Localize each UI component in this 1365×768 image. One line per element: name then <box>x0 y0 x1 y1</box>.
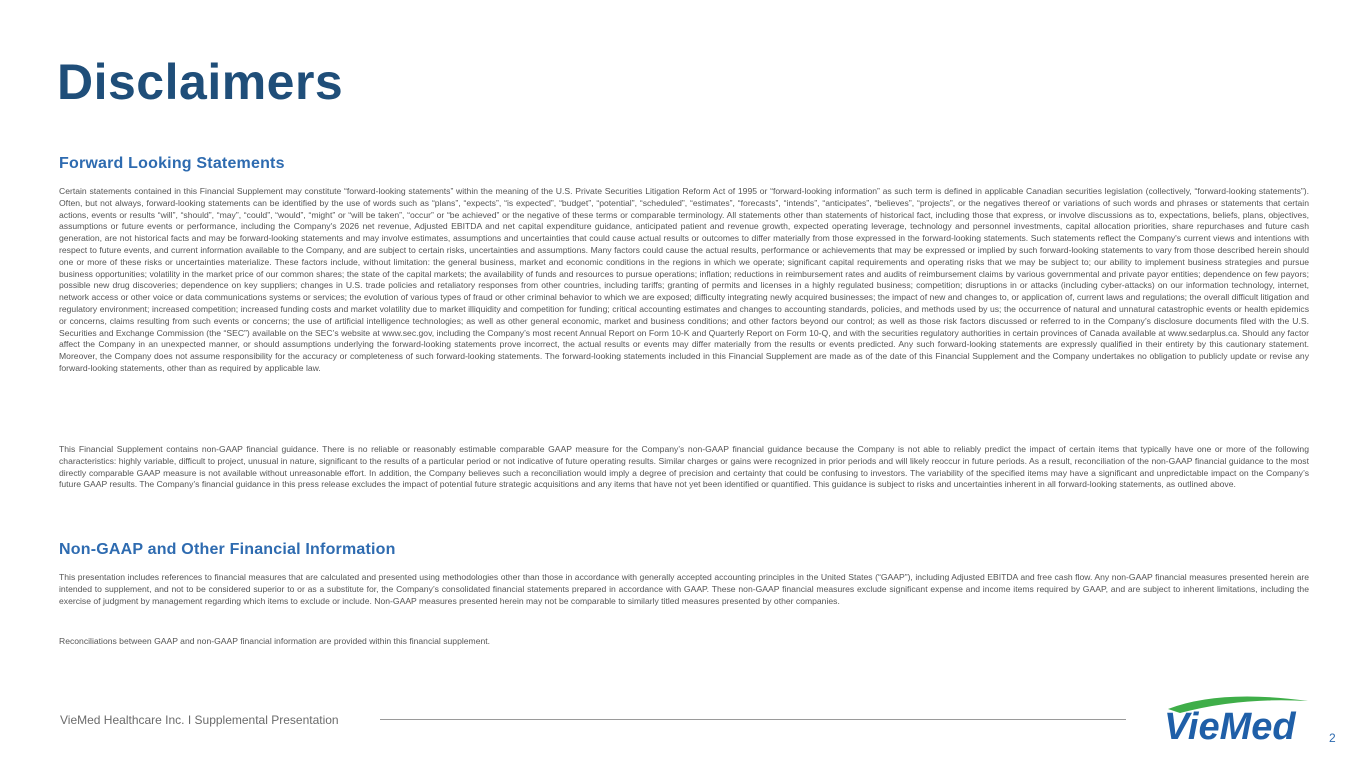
non-gaap-guidance-paragraph: This Financial Supplement contains non-GAAP financial guidance. There is no reliable or reasonably estimable comparable GAAP measure for the Company’s non-GAAP financial guidance because the Company is not able to reliably predict the impact of certain items that typically have one or more of the following characteristics: highly variable, difficult to project, unusual in nature, significant to the results of a particular period or not indicative of future operating results. Similar charges or gains were recognized in prior periods and will likely reoccur in future periods. As a result, reconciliation of the non-GAAP financial guidance to the most directly comparable GAAP measure is not available without unreasonable effort. In addition, the Company believes such a reconciliation would imply a degree of precision and certainty that could be confusing to investors. The variability of the specified items may have a significant and unpredictable impact on the Company’s future GAAP results. The Company’s financial guidance in this press release excludes the impact of potential future strategic acquisitions and any items that have not yet been identified or quantified. This guidance is subject to risks and uncertainties inherent in all forward-looking statements, as outlined above. <box>59 444 1309 490</box>
footer-company-label: VieMed Healthcare Inc. I Supplemental Presentation <box>60 713 339 727</box>
non-gaap-measures-paragraph: This presentation includes references to financial measures that are calculated and presented using methodologies other than those in accordance with generally accepted accounting principles in the United States (“GAAP”), including Adjusted EBITDA and free cash flow. Any non-GAAP financial measures presented herein are intended to supplement, and not to be considered superior to or as a substitute for, the Company’s consolidated financial statements prepared in accordance with GAAP. These non-GAAP financial measures exclude significant expense and income items required by GAAP, and are subject to inherent limitations, including the exercise of judgment by management regarding which items to exclude or include. Non-GAAP measures presented herein may not be comparable to similarly titled measures presented by other companies. <box>59 572 1309 606</box>
page-title: Disclaimers <box>57 54 344 110</box>
forward-looking-paragraph: Certain statements contained in this Financial Supplement may constitute “forward-looking statements” within the meaning of the U.S. Private Securities Litigation Reform Act of 1995 or “forward-looking information” as such term is defined in applicable Canadian securities legislation (collectively, “forward-looking statements”). Often, but not always, forward-looking statements can be identified by the use of words such as “plans”, “expects”, “is expected”, “budget”, “potential”, “scheduled”, “estimates”, “forecasts”, “intends”, “anticipates”, “believes”, “projects”, or the negatives thereof or variations of such words and phrases or statements that certain actions, events or results “will”, “should”, “may”, “could”, “would”, “might” or “will be taken”, “occur” or “be achieved” or the negative of these terms or comparable terminology. All statements other than statements of historical fact, including those that express, or involve discussions as to, expectations, beliefs, plans, objectives, assumptions or future events or performance, including the Company's 2026 net revenue, Adjusted EBITDA and net capital expenditure guidance, anticipated patient and revenue growth, expected operating leverage, technology and personnel investments, capital allocation priorities, share repurchases and future cash generation, are not historical facts and may be forward-looking statements and may involve estimates, assumptions and uncertainties that could cause actual results or outcomes to differ materially from those expressed in the forward-looking statements. Such statements reflect the Company's current views and intentions with respect to future events, and current information available to the Company, and are subject to certain risks, uncertainties and assumptions. Many factors could cause the actual results, performance or achievements that may be expressed or implied by such forward-looking statements to vary from those described herein should one or more of these risks or uncertainties materialize. These factors include, without limitation: the general business, market and economic conditions in the regions in which we operate; significant capital requirements and operating risks that we may be subject to; our ability to implement business strategies and pursue business opportunities; volatility in the market price of our common shares; the state of the capital markets; the availability of funds and resources to pursue operations; inflation; reductions in reimbursement rates and audits of reimbursement claims by various governmental and private payor entities; dependence on few payors; possible new drug discoveries; dependence on key suppliers; changes in U.S. trade policies and retaliatory responses from other countries, including tariffs; granting of permits and licenses in a highly regulated business; competition; disruptions in or attacks (including cyber-attacks) on our information technology, internet, network access or other voice or data communications systems or services; the evolution of various types of fraud or other criminal behavior to which we are exposed; difficulty integrating newly acquired businesses; the impact of new and changes to, or application of, current laws and regulations; the overall difficult litigation and regulatory environment; increased competition; increased funding costs and market volatility due to market illiquidity and competition for funding; critical accounting estimates and changes to accounting standards, policies, and methods used by us; the occurrence of natural and unnatural catastrophic events or health epidemics or concerns, claims resulting from such events or concerns; the use of artificial intelligence technologies; as well as other general economic, market and business conditions; and other factors beyond our control; as well as those risk factors discussed or referred to in the Company’s disclosure documents filed with the U.S. Securities and Exchange Commission (the “SEC”) available on the SEC’s website at www.sec.gov, including the Company’s most recent Annual Report on Form 10-K and Quarterly Report on Form 10-Q, and with the securities regulatory authorities in certain provinces of Canada available at www.sedarplus.ca. Should any factor affect the Company in an unexpected manner, or should assumptions underlying the forward-looking statements prove incorrect, the actual results or events may differ materially from the results or events predicted. Any such forward-looking statements are expressly qualified in their entirety by this cautionary statement. Moreover, the Company does not assume responsibility for the accuracy or completeness of such forward-looking statements. The forward-looking statements included in this Financial Supplement are made as of the date of this Financial Supplement and the Company undertakes no obligation to publicly update or revise any forward-looking statements, other than as required by applicable law. <box>59 186 1309 373</box>
viemed-logo <box>1160 695 1310 745</box>
page-number: 2 <box>1329 731 1336 745</box>
reconciliation-paragraph: Reconciliations between GAAP and non-GAAP financial information are provided within this financial supplement. <box>59 636 491 646</box>
logo-wordmark: VieMed <box>1164 706 1296 745</box>
section-heading-forward-looking: Forward Looking Statements <box>59 155 285 172</box>
footer-divider <box>380 719 1126 720</box>
section-heading-non-gaap: Non-GAAP and Other Financial Information <box>59 541 396 558</box>
